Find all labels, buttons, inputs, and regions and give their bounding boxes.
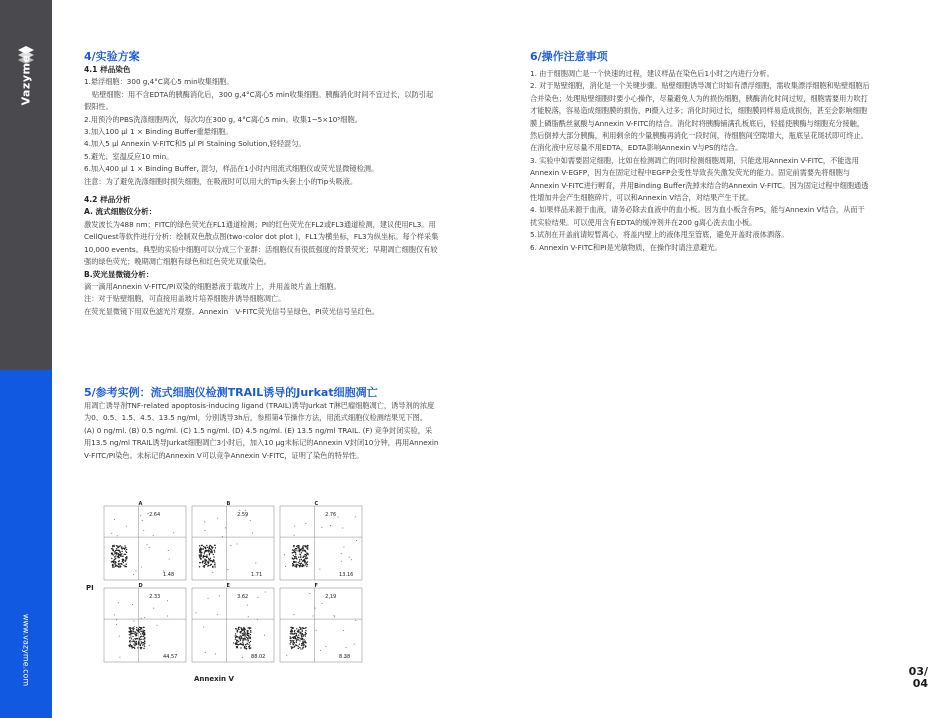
- page-number: [909, 666, 928, 690]
- example-text: 用凋亡诱导剂TNF-related apoptosis-inducing ligand (TRAIL)诱导Jurkat T淋巴瘤细胞凋亡，诱导剂的浓度为0、0.5、1.5、4.5、13.5 ng/ml，分别诱导3h后，参照第4节操作方法，用流式细胞仪检测结果见下图。: [84, 401, 435, 423]
- flow-analysis-text: 激发波长为488 nm；FITC的绿色荧光在FL1通道检测；PI的红色荧光在FL2或FL3通道检测，建议使用FL3。用CellQuest等软件进行分析：绘制双色散点图(two-color dot plot )，FL1为横坐标，FL3为纵坐标。每个样采集10,000 events。典型的实验中细胞可以分成三个亚群：活细胞仪有很低强度的背景荧光；早期凋亡细胞仅有较强的绿色荧光；晚期凋亡细胞有绿色和红色荧光双重染色。: [84, 219, 439, 267]
- microscopy-line: 滴一滴用Annexin V-FITC/PI双染的细胞悬液于载玻片上，并用盖玻片盖上细胞。: [84, 281, 341, 291]
- section-4: [84, 50, 439, 318]
- dot-plot-panel: [104, 501, 186, 580]
- note-item: 2. 对于贴壁细胞，消化是一个关键步骤。贴壁细胞诱导凋亡时如有漂浮细胞，需收集漂浮细胞和贴壁细胞后合并染色；处理贴壁细胞时要小心操作，尽量避免人为的损伤细胞，胰酶消化时间过短，细胞需要用力吹打才能脱落，容易造成细胞膜的损伤，PI摄入过多；消化时间过长，细胞膜同样易造成损伤，甚至会影响细胞膜上磷脂酰丝氨酸与Annexin V-FITC的结合。消化时将胰酶铺满孔板底后，轻摇使胰酶与细胞充分接触，然后倒掉大部分胰酶，利用剩余的少量胰酶再消化一段时间，待细胞间空隙增大，瓶底呈花斑状即可终止。在消化液中应尽量不用EDTA，EDTA影响Annexin V与PS的结合。: [530, 81, 870, 153]
- lower-right-percent: 8.38: [339, 654, 351, 660]
- upper-right-percent: 2.19: [325, 594, 337, 600]
- step-line: 贴壁细胞：用不含EDTA的胰酶消化后，300 g,4°C离心5 min收集细胞。胰酶消化时间不宜过长，以防引起假阳性。: [84, 89, 434, 112]
- panel-label: F: [314, 583, 318, 589]
- step-line: 5.避光、室温反应10 min。: [84, 151, 174, 161]
- example-legend: (A) 0 ng/ml. (B) 0.5 ng/ml. (C) 1.5 ng/ml. (D) 4.5 ng/ml. (E) 13.5 ng/ml TRAIL. (F) 竞争封闭实验，采用13.5 ng/ml TRAIL诱导Jurkat细胞凋亡3小时后，加入10 μg未标记的Annexin V封闭10分钟，再用Annexin V-FITC/PI染色。未标记的Annexin V可以竞争Annexin V-FITC，证明了染色的特异性。: [84, 425, 439, 460]
- section-4-1-title: 4.1 样品染色: [84, 65, 131, 74]
- subsection-b-title: B.荧光显微镜分析：: [84, 269, 154, 279]
- panel-label: E: [226, 583, 230, 589]
- step-line: 4.加入5 μl Annexin V-FITC和5 μl PI Staining Solution,轻轻混匀。: [84, 139, 306, 149]
- upper-right-percent: 2.59: [237, 512, 249, 518]
- page-number-bottom: 04: [912, 677, 928, 690]
- step-line: 2.用预冷的PBS洗涤细胞两次，每次均在300 g, 4°C离心5 min。收集1~5×10⁵细胞。: [84, 114, 362, 124]
- section-6-title: 6/操作注意事项: [530, 50, 608, 63]
- lower-right-percent: 88.02: [251, 654, 266, 660]
- upper-right-percent: 3.62: [237, 594, 249, 600]
- dot-plot-panel: [280, 501, 362, 580]
- section-4-title: 4/实验方案: [84, 50, 140, 63]
- upper-right-percent: 2.76: [325, 512, 337, 518]
- panel-label: D: [138, 583, 143, 589]
- lower-right-percent: 1.48: [163, 572, 175, 578]
- x-axis-label: Annexin V: [194, 675, 234, 683]
- dot-plot-panel: [104, 583, 186, 662]
- upper-right-percent: 2.64: [149, 512, 161, 518]
- microscopy-line: 注：对于贴壁细胞，可直接用盖玻片培养细胞并诱导细胞凋亡。: [84, 294, 286, 304]
- section-5-title: 5/参考实例：流式细胞仪检测TRAIL诱导的Jurkat细胞凋亡: [84, 386, 378, 399]
- dot-plot-panel: [280, 583, 362, 662]
- note-item: 6. Annexin V-FITC和PI是光敏物质，在操作时请注意避光。: [530, 242, 722, 252]
- y-axis-label: PI: [86, 584, 94, 592]
- sidebar: [0, 0, 52, 718]
- lower-right-percent: 1.71: [251, 572, 263, 578]
- note-item: 3. 实验中如需要固定细胞，比如在检测凋亡的同时检测细胞周期，只能选用Annexin V-FITC，不能选用Annexin V-EGFP，因为在固定过程中EGFP会变性导致丧失激发荧光的能力。固定前需要先将细胞与Annexin V-FITC进行孵育，并用Binding Buffer洗掉未结合的Annexin V-FITC。因为固定过程中细胞通透性增加并会产生细胞碎片，可以和Annexin V结合，对结果产生干扰。: [530, 155, 869, 203]
- note-item: 4. 如果样品来源于血液，请务必除去血液中的血小板。因为血小板含有PS，能与Annexin V结合，从而干扰实验结果。可以使用含有EDTA的缓冲剂并在200 g离心洗去血小板。: [530, 205, 865, 227]
- lower-right-percent: 13.16: [339, 572, 354, 578]
- website-url[interactable]: www.vazyme.com: [21, 613, 31, 687]
- microscopy-line: 在荧光显微镜下用双色滤光片观察。Annexin V-FITC荧光信号呈绿色，PI荧光信号呈红色。: [84, 306, 380, 316]
- section-4-2-title: 4.2 样品分析: [84, 195, 131, 205]
- subsection-a-title: A. 流式细胞仪分析：: [84, 207, 157, 217]
- upper-right-percent: 2.33: [149, 594, 161, 600]
- step-line: 3.加入100 μl 1 × Binding Buffer重悬细胞。: [84, 127, 233, 137]
- dot-plot-panel: [192, 501, 274, 580]
- note-item: 1. 由于细胞凋亡是一个快速的过程，建议样品在染色后1小时之内进行分析。: [530, 69, 774, 78]
- section-6: [530, 50, 870, 254]
- dot-plot-panel: [192, 583, 274, 662]
- section-5: [84, 386, 439, 462]
- brand-name: Vazyme: [19, 54, 33, 106]
- panel-label: A: [138, 501, 143, 507]
- page-number-top: 03/: [908, 665, 928, 678]
- note-line: 注意：为了避免洗涤细胞时损失细胞，在吸液时可以用大的Tip头套上小的Tip头吸液。: [84, 176, 358, 186]
- step-line: 1.悬浮细胞：300 g,4°C离心5 min收集细胞。: [84, 77, 234, 87]
- lower-right-percent: 44.57: [163, 654, 178, 660]
- flow-cytometry-figure: [84, 500, 444, 685]
- step-line: 6.加入400 μl 1 × Binding Buffer, 混匀，样品在1小时内用流式细胞仪或荧光显微镜检测。: [84, 164, 379, 174]
- panel-label: B: [226, 501, 231, 507]
- panel-label: C: [314, 501, 319, 507]
- note-item: 5.试剂在开盖前请短暂离心，将盖内壁上的液体甩至管底，避免开盖时液体洒落。: [530, 230, 789, 240]
